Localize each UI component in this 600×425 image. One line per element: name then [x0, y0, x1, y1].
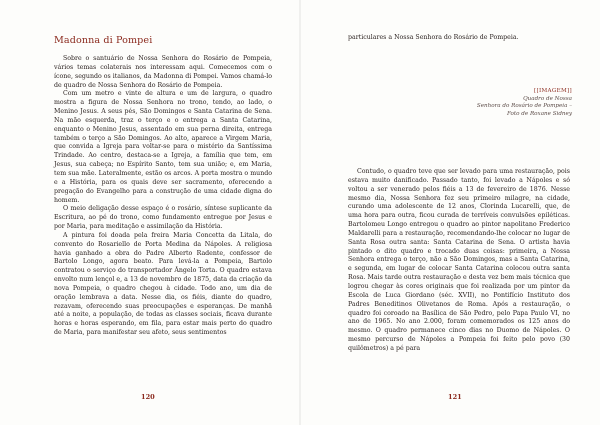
- page-number: 120: [141, 393, 155, 401]
- paragraph: Contudo, o quadro teve que ser levado para uma restauração, pois estava muito danificado. Passado tanto, foi levado a Nápoles e só voltou a ser venerado pelos fiéis a 13 de fevereiro de 1876. Nesse mesmo dia, Nossa Senhora fez seu primeiro milagre, na cidade, curando uma adolescente de 12 anos, Clorinda Lucarelli, que, de uma hora para outra, ficou curada de terríveis convulsões epiléticas. Bartolomeu Longo entregou o quadro ao pintor napolitano Frederico Maldarelli para a restauração, recomendando-lhe colocar no lugar de Santa Rosa outra santa: Santa Catarina de Sena. O artista havia pintado o dito quadro e trocado duas coisas: primeira, a Nossa Senhora entrega o terço, não a São Domingos, mas a Santa Catarina, e segunda, em lugar de colocar Santa Catarina colocou outra santa Rosa. Mais tarde outra restauração e desta vez bem mais técnica que logrou chegar às cores originais que foi realizada por um pintor da Escola de Luca Giordano (séc. XVII), no Pontifício Instituto dos Padres Beneditinos Olivetanos de Roma. Após a restauração, o quadro foi coroado na Basílica de São Pedro, pelo Papa Paulo VI, no ano de 1965. No ano 2.000, foram comemorados os 125 anos do mesmo. O quadro permanece cinco dias no Duomo de Nápoles. O mesmo percurso de Nápoles a Pompeia foi feito pelo povo (30 quilômetros) a pé para: [348, 168, 570, 352]
- paragraph: A pintura foi doada pela freira Maria Concetta da Litala, do convento do Rosariello de Porta Medina da Nápoles. A religiosa havia ganhado a obra do Padre Alberto Radente, confessor de Bartolo Longo, agora beato. Para levá-la a Pompeia, Bartolo contratou o serviço do transportador Ângelo Torta. O quadro estava envolto num lençol e, a 13 de novembro de 1875, data da criação da nova Pompeia, o quadro chegou à cidade. Todo ano, um dia de oração lembrava a data. Nesse dia, os fiéis, diante do quadro, rezavam, oferecendo suas preocupações e esperanças. De manhã até a noite, a população, de todas as classes sociais, ficava durante horas e horas esperando, em fila, para estar mais perto do quadro de Maria, para manifestar seu afeto, seus sentimentos: [54, 231, 272, 337]
- caption-line: Quadro de Nossa: [523, 95, 572, 102]
- paragraph: Sobre o santuário de Nossa Senhora do Rosário de Pompeia, vários temas colaterais nos interessam aqui. Comecemos com o ícone, segundo os italianos, da Madonna di Pompei. Vamos chamá-lo de quadro de Nossa Senhora do Rosário de Pompeia.: [54, 55, 272, 89]
- right-top-text: [348, 34, 570, 43]
- caption-line: Foto de Roxane Sidney: [506, 110, 572, 117]
- caption-line: Senhora do Rosário de Pompeia –: [476, 103, 572, 110]
- page-number: 121: [448, 393, 462, 401]
- paragraph: O meio deligação desse espaço é o rosário, síntese suplicante da Escritura, ao pé do trono, como fundamento entregue por Jesus e por Maria, para meditação e assimilação da História.: [54, 205, 272, 231]
- image-placeholder-tag: [[IMAGEM]]: [534, 88, 572, 94]
- right-text-column: [348, 168, 570, 354]
- left-text-column: [54, 55, 272, 338]
- paragraph: particulares a Nossa Senhora do Rosário de Pompeia.: [348, 34, 519, 41]
- right-page: [300, 0, 600, 425]
- section-heading: Madonna di Pompei: [54, 35, 153, 46]
- image-caption: [460, 88, 572, 118]
- paragraph: Com um metro e vinte de altura e um de largura, o quadro mostra a figura de Nossa Senhora no trono, tendo, ao lado, o Menino Jesus. A seus pés, São Domingos e Santa Catarina de Sena. Na mão esquerda, traz o terço e o entrega a Santa Catarina, enquanto o Menino Jesus, assentado em sua perna direita, entrega também o terço a São Domingos. Ao alto, aparece a Virgem Maria, que convida a Igreja para voltar-se para o mistério da Santíssima Trindade. Ao centro, destaca-se a Igreja, a família que tem, em Jesus, sua cabeça; no Espírito Santo, tem sua união; e, em Maria, tem sua mãe. Lateralmente, estão os arcos. A porta mostra o mundo e a História, para os quais deve ser sacramento, oferecendo a pregação do Evangelho para a construção de uma cidade digna do homem.: [54, 90, 272, 204]
